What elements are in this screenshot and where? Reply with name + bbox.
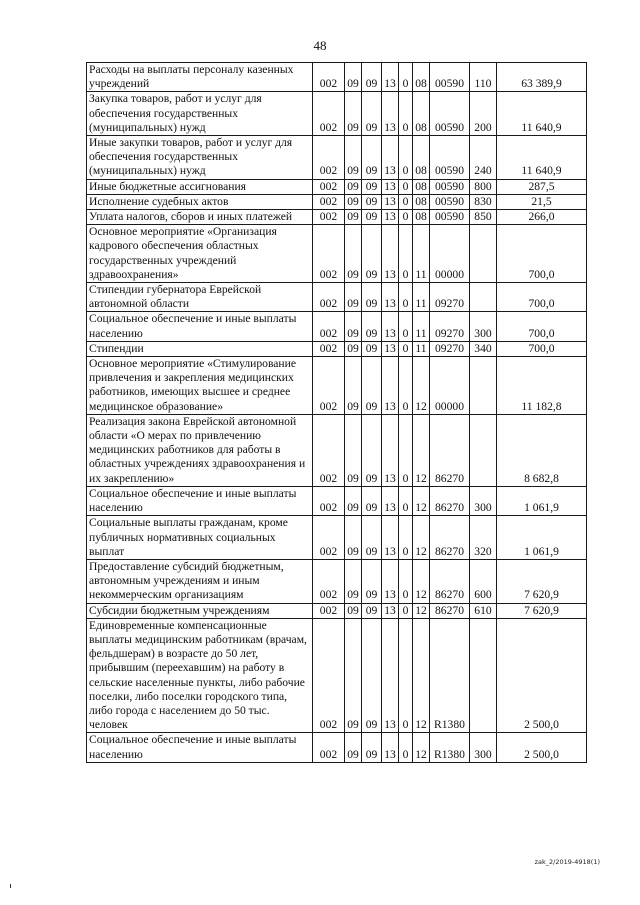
cell-expense-type: 610 bbox=[470, 603, 497, 618]
cell-subprogram: 0 bbox=[399, 486, 413, 515]
cell-expense-type bbox=[470, 283, 497, 312]
cell-amount: 700,0 bbox=[497, 225, 587, 283]
cell-amount: 266,0 bbox=[497, 210, 587, 225]
cell-direction: 09270 bbox=[430, 283, 470, 312]
table-row bbox=[87, 63, 587, 92]
cell-program: 13 bbox=[382, 733, 399, 762]
cell-expense-type: 300 bbox=[470, 486, 497, 515]
cell-subprogram: 0 bbox=[399, 414, 413, 486]
cell-amount: 7 620,9 bbox=[497, 559, 587, 603]
cell-name: Субсидии бюджетным учреждениям bbox=[87, 603, 313, 618]
cell-name: Иные бюджетные ассигнования bbox=[87, 179, 313, 194]
table-row bbox=[87, 136, 587, 180]
cell-program: 13 bbox=[382, 179, 399, 194]
cell-amount: 63 389,9 bbox=[497, 63, 587, 92]
cell-amount: 2 500,0 bbox=[497, 618, 587, 733]
footer-document-code: zak_2/2019-4918(1) bbox=[534, 858, 600, 866]
cell-subsection: 09 bbox=[362, 92, 382, 136]
cell-activity: 11 bbox=[413, 341, 430, 356]
cell-subprogram: 0 bbox=[399, 341, 413, 356]
cell-section: 09 bbox=[345, 341, 362, 356]
cell-subsection: 09 bbox=[362, 357, 382, 415]
cell-admin-code: 002 bbox=[313, 283, 345, 312]
cell-expense-type: 200 bbox=[470, 92, 497, 136]
table-row bbox=[87, 603, 587, 618]
cell-program: 13 bbox=[382, 341, 399, 356]
table-row bbox=[87, 92, 587, 136]
cell-amount: 8 682,8 bbox=[497, 414, 587, 486]
cell-activity: 12 bbox=[413, 603, 430, 618]
cell-direction: 00590 bbox=[430, 92, 470, 136]
cell-section: 09 bbox=[345, 357, 362, 415]
cell-activity: 08 bbox=[413, 179, 430, 194]
cell-subprogram: 0 bbox=[399, 210, 413, 225]
cell-admin-code: 002 bbox=[313, 225, 345, 283]
cell-expense-type bbox=[470, 357, 497, 415]
cell-activity: 08 bbox=[413, 136, 430, 180]
cell-name: Социальные выплаты гражданам, кроме публичных нормативных социальных выплат bbox=[87, 516, 313, 560]
cell-amount: 11 640,9 bbox=[497, 136, 587, 180]
cell-direction: 86270 bbox=[430, 486, 470, 515]
cell-subsection: 09 bbox=[362, 733, 382, 762]
table-row bbox=[87, 283, 587, 312]
cell-name: Социальное обеспечение и иные выплаты населению bbox=[87, 312, 313, 341]
cell-direction: 00590 bbox=[430, 179, 470, 194]
cell-amount: 700,0 bbox=[497, 341, 587, 356]
cell-admin-code: 002 bbox=[313, 516, 345, 560]
cell-subprogram: 0 bbox=[399, 618, 413, 733]
cell-subsection: 09 bbox=[362, 136, 382, 180]
cell-amount: 700,0 bbox=[497, 283, 587, 312]
cell-direction: 09270 bbox=[430, 312, 470, 341]
cell-expense-type: 850 bbox=[470, 210, 497, 225]
cell-admin-code: 002 bbox=[313, 559, 345, 603]
cell-section: 09 bbox=[345, 618, 362, 733]
cell-section: 09 bbox=[345, 486, 362, 515]
cell-direction: 09270 bbox=[430, 341, 470, 356]
cell-admin-code: 002 bbox=[313, 341, 345, 356]
cell-expense-type: 320 bbox=[470, 516, 497, 560]
cell-admin-code: 002 bbox=[313, 312, 345, 341]
cell-subsection: 09 bbox=[362, 179, 382, 194]
cell-subprogram: 0 bbox=[399, 283, 413, 312]
table-row bbox=[87, 179, 587, 194]
cell-subprogram: 0 bbox=[399, 63, 413, 92]
cell-direction: 86270 bbox=[430, 559, 470, 603]
budget-table bbox=[86, 62, 587, 763]
cell-expense-type: 110 bbox=[470, 63, 497, 92]
cell-subsection: 09 bbox=[362, 341, 382, 356]
cell-program: 13 bbox=[382, 559, 399, 603]
cell-name: Основное мероприятие «Стимулирование привлечения и закрепления медицинских работников, имеющих высшее и среднее медицинское образование» bbox=[87, 357, 313, 415]
cell-admin-code: 002 bbox=[313, 92, 345, 136]
cell-name: Иные закупки товаров, работ и услуг для обеспечения государственных (муниципальных) нужд bbox=[87, 136, 313, 180]
table-row bbox=[87, 194, 587, 209]
cell-amount: 11 182,8 bbox=[497, 357, 587, 415]
cell-subsection: 09 bbox=[362, 516, 382, 560]
cell-expense-type: 240 bbox=[470, 136, 497, 180]
cell-subprogram: 0 bbox=[399, 136, 413, 180]
cell-name: Социальное обеспечение и иные выплаты населению bbox=[87, 733, 313, 762]
cell-activity: 08 bbox=[413, 194, 430, 209]
cell-subsection: 09 bbox=[362, 63, 382, 92]
table-row bbox=[87, 225, 587, 283]
cell-subprogram: 0 bbox=[399, 312, 413, 341]
scan-edge-mark bbox=[10, 884, 11, 888]
cell-amount: 7 620,9 bbox=[497, 603, 587, 618]
cell-amount: 1 061,9 bbox=[497, 516, 587, 560]
cell-direction: 00590 bbox=[430, 136, 470, 180]
cell-direction: R1380 bbox=[430, 618, 470, 733]
cell-direction: 00000 bbox=[430, 225, 470, 283]
cell-amount: 287,5 bbox=[497, 179, 587, 194]
table-row bbox=[87, 312, 587, 341]
cell-section: 09 bbox=[345, 559, 362, 603]
cell-program: 13 bbox=[382, 92, 399, 136]
cell-activity: 12 bbox=[413, 618, 430, 733]
cell-admin-code: 002 bbox=[313, 733, 345, 762]
cell-name: Основное мероприятие «Организация кадрового обеспечения областных государственных учреждений здравоохранения» bbox=[87, 225, 313, 283]
cell-section: 09 bbox=[345, 63, 362, 92]
table-row bbox=[87, 486, 587, 515]
table-row bbox=[87, 341, 587, 356]
cell-subsection: 09 bbox=[362, 603, 382, 618]
cell-admin-code: 002 bbox=[313, 357, 345, 415]
cell-direction: 00590 bbox=[430, 63, 470, 92]
cell-program: 13 bbox=[382, 210, 399, 225]
cell-subsection: 09 bbox=[362, 225, 382, 283]
cell-amount: 11 640,9 bbox=[497, 92, 587, 136]
table-row bbox=[87, 357, 587, 415]
cell-section: 09 bbox=[345, 312, 362, 341]
cell-expense-type bbox=[470, 414, 497, 486]
cell-section: 09 bbox=[345, 225, 362, 283]
cell-admin-code: 002 bbox=[313, 618, 345, 733]
cell-activity: 11 bbox=[413, 283, 430, 312]
cell-program: 13 bbox=[382, 225, 399, 283]
cell-program: 13 bbox=[382, 618, 399, 733]
cell-activity: 08 bbox=[413, 63, 430, 92]
cell-name: Закупка товаров, работ и услуг для обеспечения государственных (муниципальных) нужд bbox=[87, 92, 313, 136]
cell-name: Социальное обеспечение и иные выплаты населению bbox=[87, 486, 313, 515]
cell-name: Расходы на выплаты персоналу казенных учреждений bbox=[87, 63, 313, 92]
table-row bbox=[87, 618, 587, 733]
cell-subprogram: 0 bbox=[399, 179, 413, 194]
cell-direction: 86270 bbox=[430, 603, 470, 618]
cell-subprogram: 0 bbox=[399, 603, 413, 618]
cell-activity: 12 bbox=[413, 414, 430, 486]
cell-section: 09 bbox=[345, 603, 362, 618]
cell-name: Стипендии bbox=[87, 341, 313, 356]
cell-activity: 11 bbox=[413, 225, 430, 283]
cell-subprogram: 0 bbox=[399, 225, 413, 283]
cell-expense-type: 800 bbox=[470, 179, 497, 194]
page-number: 48 bbox=[313, 38, 327, 53]
cell-direction: R1380 bbox=[430, 733, 470, 762]
cell-subprogram: 0 bbox=[399, 194, 413, 209]
table-row bbox=[87, 516, 587, 560]
cell-section: 09 bbox=[345, 283, 362, 312]
cell-direction: 00590 bbox=[430, 210, 470, 225]
cell-program: 13 bbox=[382, 603, 399, 618]
cell-program: 13 bbox=[382, 357, 399, 415]
cell-expense-type bbox=[470, 225, 497, 283]
cell-expense-type: 340 bbox=[470, 341, 497, 356]
cell-program: 13 bbox=[382, 283, 399, 312]
cell-amount: 21,5 bbox=[497, 194, 587, 209]
cell-expense-type: 600 bbox=[470, 559, 497, 603]
cell-name: Единовременные компенсационные выплаты медицинским работникам (врачам, фельдшерам) в возрасте до 50 лет, прибывшим (переехавшим) на работу в сельские населенные пункты, либо рабочие поселки, либо поселки городского типа, либо города с населением до 50 тыс. человек bbox=[87, 618, 313, 733]
cell-direction: 86270 bbox=[430, 516, 470, 560]
cell-amount: 2 500,0 bbox=[497, 733, 587, 762]
cell-section: 09 bbox=[345, 210, 362, 225]
cell-amount: 1 061,9 bbox=[497, 486, 587, 515]
cell-subprogram: 0 bbox=[399, 516, 413, 560]
cell-admin-code: 002 bbox=[313, 194, 345, 209]
cell-name: Исполнение судебных актов bbox=[87, 194, 313, 209]
cell-section: 09 bbox=[345, 733, 362, 762]
cell-amount: 700,0 bbox=[497, 312, 587, 341]
cell-section: 09 bbox=[345, 194, 362, 209]
cell-section: 09 bbox=[345, 92, 362, 136]
cell-program: 13 bbox=[382, 63, 399, 92]
cell-activity: 12 bbox=[413, 357, 430, 415]
cell-admin-code: 002 bbox=[313, 210, 345, 225]
cell-subsection: 09 bbox=[362, 414, 382, 486]
cell-section: 09 bbox=[345, 136, 362, 180]
cell-activity: 08 bbox=[413, 210, 430, 225]
table-row bbox=[87, 210, 587, 225]
table-row bbox=[87, 414, 587, 486]
cell-subsection: 09 bbox=[362, 618, 382, 733]
cell-direction: 86270 bbox=[430, 414, 470, 486]
cell-activity: 12 bbox=[413, 486, 430, 515]
cell-section: 09 bbox=[345, 179, 362, 194]
cell-admin-code: 002 bbox=[313, 414, 345, 486]
cell-direction: 00590 bbox=[430, 194, 470, 209]
cell-expense-type: 830 bbox=[470, 194, 497, 209]
cell-subprogram: 0 bbox=[399, 733, 413, 762]
cell-subsection: 09 bbox=[362, 210, 382, 225]
cell-activity: 11 bbox=[413, 312, 430, 341]
table-row bbox=[87, 733, 587, 762]
cell-program: 13 bbox=[382, 312, 399, 341]
cell-expense-type: 300 bbox=[470, 312, 497, 341]
table-body bbox=[87, 63, 587, 763]
cell-name: Предоставление субсидий бюджетным, автономным учреждениям и иным некоммерческим организациям bbox=[87, 559, 313, 603]
cell-subprogram: 0 bbox=[399, 92, 413, 136]
cell-activity: 12 bbox=[413, 516, 430, 560]
cell-name: Уплата налогов, сборов и иных платежей bbox=[87, 210, 313, 225]
cell-program: 13 bbox=[382, 516, 399, 560]
cell-section: 09 bbox=[345, 516, 362, 560]
cell-program: 13 bbox=[382, 194, 399, 209]
cell-subsection: 09 bbox=[362, 283, 382, 312]
cell-name: Стипендии губернатора Еврейской автономной области bbox=[87, 283, 313, 312]
cell-activity: 12 bbox=[413, 559, 430, 603]
cell-program: 13 bbox=[382, 486, 399, 515]
cell-subsection: 09 bbox=[362, 559, 382, 603]
cell-admin-code: 002 bbox=[313, 136, 345, 180]
cell-subsection: 09 bbox=[362, 486, 382, 515]
table-row bbox=[87, 559, 587, 603]
cell-program: 13 bbox=[382, 414, 399, 486]
cell-subsection: 09 bbox=[362, 312, 382, 341]
cell-admin-code: 002 bbox=[313, 63, 345, 92]
cell-section: 09 bbox=[345, 414, 362, 486]
cell-direction: 00000 bbox=[430, 357, 470, 415]
cell-admin-code: 002 bbox=[313, 179, 345, 194]
cell-subsection: 09 bbox=[362, 194, 382, 209]
cell-expense-type bbox=[470, 618, 497, 733]
cell-admin-code: 002 bbox=[313, 486, 345, 515]
cell-expense-type: 300 bbox=[470, 733, 497, 762]
cell-subprogram: 0 bbox=[399, 559, 413, 603]
cell-admin-code: 002 bbox=[313, 603, 345, 618]
cell-activity: 08 bbox=[413, 92, 430, 136]
cell-program: 13 bbox=[382, 136, 399, 180]
cell-subprogram: 0 bbox=[399, 357, 413, 415]
cell-name: Реализация закона Еврейской автономной области «О мерах по привлечению медицинских работников для работы в областных учреждениях здравоохранения и их закреплению» bbox=[87, 414, 313, 486]
cell-activity: 12 bbox=[413, 733, 430, 762]
